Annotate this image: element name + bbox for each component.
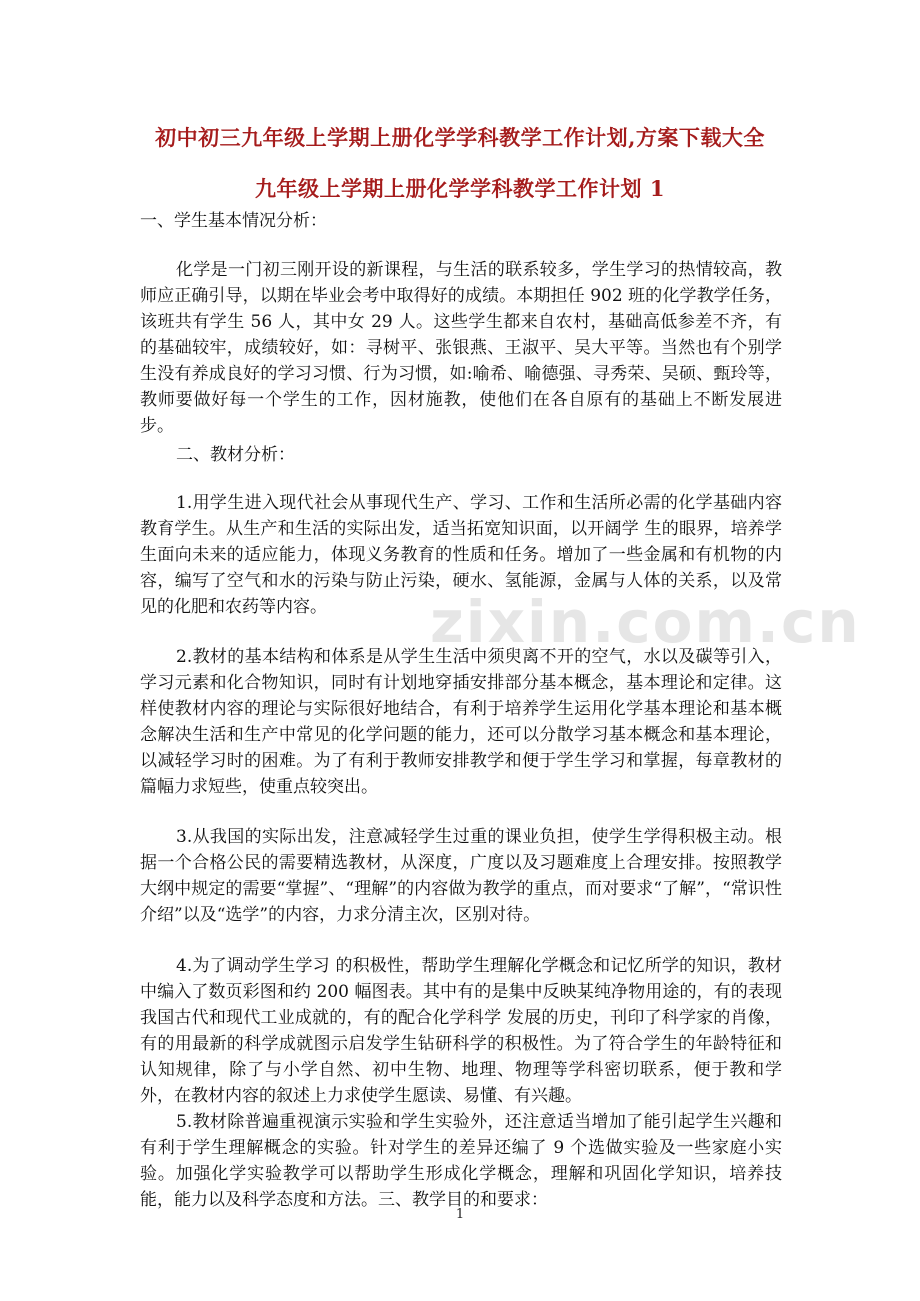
paragraph-student-analysis: 化学是一门初三刚开设的新课程，与生活的联系较多，学生学习的热情较高，教师应正确引导，以期在毕业会考中取得好的成绩。本期担任 902 班的化学教学任务，该班共有学生 56 人，其中女 29 人。这些学生都来自农村，基础高低参差不齐，有的基础较牢，成绩较好，如：寻树平、张银燕、王淑平、吴大平等。当然也有个别学生没有养成良好的学习习惯、行为习惯，如:喻希、喻德强、寻秀荣、吴硕、甄玲等，教师要做好每一个学生的工作，因材施教，使他们在各自原有的基础上不断发展进步。: [140, 260, 782, 436]
paragraph-point-4: 4.为了调动学生学习 的积极性，帮助学生理解化学概念和记忆所学的知识，教材中编入了数页彩图和约 200 幅图表。其中有的是集中反映某纯净物用途的，有的表现我国古代和现代工业成就的，有的配合化学科学 发展的历史，刊印了科学家的肖像，有的用最新的科学成就图示启发学生钻研科学的积极性。为了符合学生的年龄特征和认知规律，除了与小学自然、初中生物、地理、物理等学科密切联系，便于教和学外，在教材内容的叙述上力求使学生愿读、易懂、有兴趣。: [140, 956, 782, 1106]
section-heading-student-analysis: 一、学生基本情况分析：: [140, 211, 327, 231]
document-title: 初中初三九年级上学期上册化学学科教学工作计划,方案下载大全: [155, 125, 765, 150]
section-heading-textbook-analysis: 二、教材分析：: [176, 445, 295, 465]
paragraph-point-1: 1.用学生进入现代社会从事现代生产、学习、工作和生活所必需的化学基础内容教育学生。从生产和生活的实际出发，适当拓宽知识面，以开阔学 生的眼界，培养学生面向未来的适应能力，体现义务教育的性质和任务。增加了一些金属和有机物的内容，编写了空气和水的污染与防止污染，硬水、氢能源，金属与人体的关系，以及常见的化肥和农药等内容。: [140, 493, 782, 617]
paragraph-point-5: 5.教材除普遍重视演示实验和学生实验外，还注意适当增加了能引起学生兴趣和有利于学生理解概念的实验。针对学生的差异还编了 9 个选做实验及一些家庭小实验。加强化学实验教学可以帮助学生形成化学概念，理解和巩固化学知识，培养技能，能力以及科学态度和方法。三、教学目的和要求：: [140, 1112, 782, 1210]
paragraph-point-2: 2.教材的基本结构和体系是从学生生活中须臾离不开的空气，水以及碳等引入，学习元素和化合物知识，同时有计划地穿插安排部分基本概念，基本理论和定律。这样使教材内容的理论与实际很好地结合，有利于培养学生运用化学基本理论和基本概念解决生活和生产中常见的化学问题的能力，还可以分散学习基本概念和基本理论，以减轻学习时的困难。为了有利于教师安排教学和便于学生学习和掌握，每章教材的篇幅力求短些，使重点较突出。: [140, 647, 782, 797]
document-subtitle: 九年级上学期上册化学学科教学工作计划 1: [255, 176, 665, 201]
paragraph-point-3: 3.从我国的实际出发，注意减轻学生过重的课业负担，使学生学得积极主动。根据一个合格公民的需要精选教材，从深度，广度以及习题难度上合理安排。按照教学大纲中规定的需要“掌握”、“理解”的内容做为教学的重点，而对要求“了解”，“常识性介绍”以及“选学”的内容，力求分清主次，区别对待。: [140, 827, 782, 925]
page-number: 1: [455, 1207, 465, 1222]
watermark: zixin.com.cn: [430, 588, 861, 656]
